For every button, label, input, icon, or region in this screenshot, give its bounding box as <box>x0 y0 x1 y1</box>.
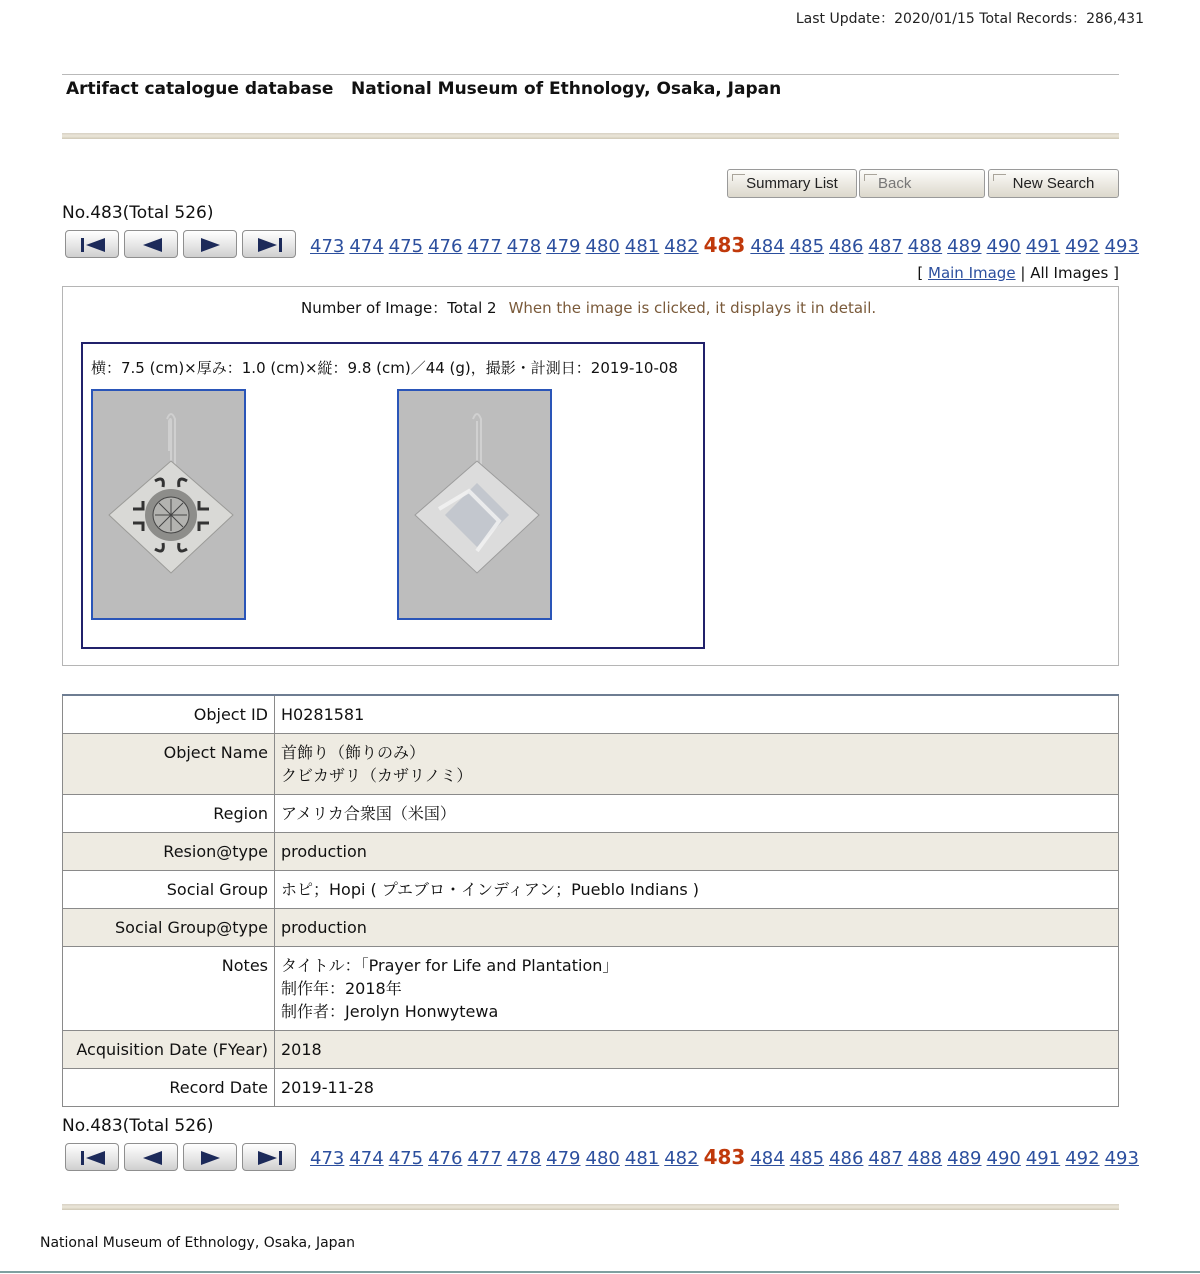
image-box <box>81 342 705 649</box>
region-type-label: Resion@type <box>63 833 275 871</box>
page-link[interactable]: 480 <box>585 1148 620 1169</box>
page-link[interactable]: 489 <box>947 1148 982 1169</box>
next-page-icon <box>197 1149 225 1167</box>
notes-label: Notes <box>63 947 275 1031</box>
previous-page-icon <box>138 1149 166 1167</box>
record-position-label-bottom: No.483(Total 526) <box>62 1116 214 1136</box>
previous-page-button-bottom[interactable] <box>124 1143 178 1171</box>
table-row <box>63 795 1119 833</box>
object-name-value <box>275 734 1119 795</box>
page-link[interactable]: 480 <box>585 236 620 257</box>
page-link[interactable]: 482 <box>664 1148 699 1169</box>
page-link[interactable]: 490 <box>986 236 1021 257</box>
current-page: 483 <box>703 1145 746 1169</box>
image-count <box>301 297 876 318</box>
image-panel <box>62 286 1119 666</box>
table-row <box>63 871 1119 909</box>
page-link[interactable]: 488 <box>907 236 943 257</box>
acquisition-date-value: 2018 <box>275 1031 1119 1069</box>
status-line: Last Update：2020/01/15 Total Records：286,431 <box>795 11 1144 27</box>
page-link[interactable]: 475 <box>388 236 424 257</box>
page-link[interactable]: 473 <box>310 1148 345 1169</box>
social-group-type-label: Social Group@type <box>63 909 275 947</box>
notes-maker: 制作者：Jerolyn Honwytewa <box>281 1002 499 1021</box>
object-name-japanese: 首飾り（飾りのみ） <box>281 743 426 762</box>
page-link[interactable]: 479 <box>546 236 581 257</box>
page-link[interactable]: 487 <box>868 236 903 257</box>
record-position-label: No.483(Total 526) <box>62 203 214 223</box>
page-link[interactable]: 474 <box>349 1148 384 1169</box>
record-date-value: 2019-11-28 <box>275 1069 1119 1107</box>
notes-value <box>275 947 1119 1031</box>
previous-page-button[interactable] <box>124 230 178 258</box>
last-page-button[interactable] <box>242 230 296 258</box>
region-type-value: production <box>275 833 1119 871</box>
page-link[interactable]: 477 <box>467 236 502 257</box>
details-table <box>62 694 1119 1107</box>
footer-divider <box>62 1204 1119 1210</box>
acquisition-date-label: Acquisition Date (FYear) <box>63 1031 275 1069</box>
first-page-button-bottom[interactable] <box>65 1143 119 1171</box>
page-link[interactable]: 476 <box>428 1148 463 1169</box>
page-links-top <box>310 233 1144 257</box>
main-image-link[interactable]: Main Image <box>928 264 1016 282</box>
table-row <box>63 833 1119 871</box>
object-id-value: H0281581 <box>275 695 1119 734</box>
database-title: Artifact catalogue database <box>66 79 334 99</box>
page-link[interactable]: 478 <box>506 236 542 257</box>
record-date-label: Record Date <box>63 1069 275 1107</box>
page-link[interactable]: 486 <box>829 236 864 257</box>
first-page-button[interactable] <box>65 230 119 258</box>
social-group-label: Social Group <box>63 871 275 909</box>
table-row <box>63 734 1119 795</box>
pendant-back-photo[interactable] <box>397 389 552 620</box>
page-link[interactable]: 486 <box>829 1148 864 1169</box>
page-links-bottom <box>310 1145 1144 1169</box>
page-link[interactable]: 476 <box>428 236 463 257</box>
table-row <box>63 1069 1119 1107</box>
page-link[interactable]: 475 <box>388 1148 424 1169</box>
region-value: アメリカ合衆国（米国） <box>275 795 1119 833</box>
header-top-divider <box>62 74 1119 75</box>
object-id-label: Object ID <box>63 695 275 734</box>
page-link[interactable]: 489 <box>947 236 982 257</box>
page-link[interactable]: 485 <box>789 236 825 257</box>
page-link[interactable]: 479 <box>546 1148 581 1169</box>
first-page-icon <box>79 236 107 254</box>
object-name-label: Object Name <box>63 734 275 795</box>
image-count-text: Number of Image：Total 2 <box>301 299 497 317</box>
page-link[interactable]: 491 <box>1025 1148 1061 1169</box>
current-page: 483 <box>703 233 746 257</box>
page-link[interactable]: 492 <box>1065 236 1100 257</box>
separator: | <box>1020 264 1026 282</box>
page-link[interactable]: 478 <box>506 1148 542 1169</box>
social-group-type-value: production <box>275 909 1119 947</box>
page-bottom-rule <box>0 1271 1200 1273</box>
last-page-icon <box>256 1149 284 1167</box>
last-page-icon <box>256 236 284 254</box>
page-link[interactable]: 474 <box>349 236 384 257</box>
page-link[interactable]: 473 <box>310 236 345 257</box>
object-name-katakana: クビカザリ（カザリノミ） <box>281 766 473 785</box>
page-link[interactable]: 482 <box>664 236 699 257</box>
table-row <box>63 947 1119 1031</box>
new-search-button[interactable]: New Search <box>988 169 1119 198</box>
footer-text: National Museum of Ethnology, Osaka, Japan <box>40 1235 356 1251</box>
notes-year: 制作年：2018年 <box>281 979 402 998</box>
social-group-value: ホピ；Hopi ( プエブロ・インディアン；Pueblo Indians ) <box>275 871 1119 909</box>
region-label: Region <box>63 795 275 833</box>
page-link[interactable]: 484 <box>750 236 785 257</box>
summary-list-button[interactable]: Summary List <box>727 169 857 198</box>
page-link[interactable]: 493 <box>1104 1148 1139 1169</box>
page-link[interactable]: 481 <box>624 236 660 257</box>
page-link[interactable]: 488 <box>907 1148 943 1169</box>
next-page-button[interactable] <box>183 230 237 258</box>
previous-page-icon <box>138 236 166 254</box>
image-caption: 横：7.5 (cm)×厚み：1.0 (cm)×縦：9.8 (cm)／44 (g)，撮影・計測日：2019-10-08 <box>91 359 678 377</box>
table-row <box>63 695 1119 734</box>
bracket-open: [ <box>917 264 924 282</box>
page-link[interactable]: 487 <box>868 1148 903 1169</box>
page-link[interactable]: 485 <box>789 1148 825 1169</box>
table-row <box>63 909 1119 947</box>
image-hint: When the image is clicked, it displays it in detail. <box>508 299 877 317</box>
page-link[interactable]: 492 <box>1065 1148 1100 1169</box>
page-link[interactable]: 491 <box>1025 236 1061 257</box>
page-link[interactable]: 484 <box>750 1148 785 1169</box>
bracket-close: ] <box>1113 264 1119 282</box>
first-page-icon <box>79 1149 107 1167</box>
header-bottom-divider <box>62 133 1119 139</box>
image-view-switch <box>917 264 1119 282</box>
all-images-label: All Images <box>1030 264 1109 282</box>
next-page-button-bottom[interactable] <box>183 1143 237 1171</box>
table-row <box>63 1031 1119 1069</box>
page-link[interactable]: 477 <box>467 1148 502 1169</box>
last-page-button-bottom[interactable] <box>242 1143 296 1171</box>
page-link[interactable]: 481 <box>624 1148 660 1169</box>
next-page-icon <box>197 236 225 254</box>
back-button[interactable]: Back <box>859 169 985 198</box>
page-link[interactable]: 490 <box>986 1148 1021 1169</box>
notes-title: タイトル：「Prayer for Life and Plantation」 <box>281 956 619 975</box>
museum-title: National Museum of Ethnology, Osaka, Japan <box>351 79 782 99</box>
page-link[interactable]: 493 <box>1104 236 1139 257</box>
pendant-front-photo[interactable] <box>91 389 246 620</box>
